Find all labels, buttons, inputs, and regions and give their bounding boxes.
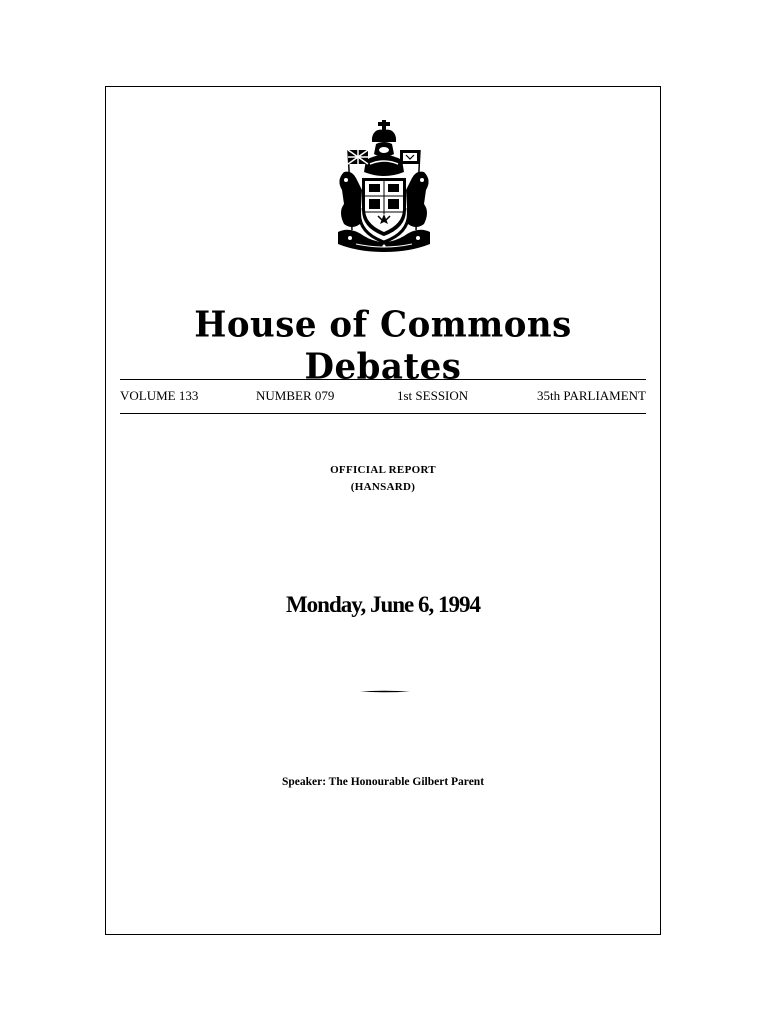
issue-info-row <box>120 386 646 406</box>
sitting-date: Monday, June 6, 1994 <box>285 592 481 617</box>
official-report-heading: OFFICIAL REPORT <box>330 464 436 476</box>
ornamental-divider <box>360 690 410 693</box>
volume-label: VOLUME 133 <box>120 388 199 403</box>
parliament-label: 35th PARLIAMENT <box>537 388 646 403</box>
session-label: 1st SESSION <box>397 388 469 403</box>
publication-title: House of Commons Debates <box>194 304 572 388</box>
header-rule-bottom <box>120 413 646 414</box>
speaker-line: Speaker: The Honourable Gilbert Parent <box>281 776 485 788</box>
hansard-heading: (HANSARD) <box>350 481 416 493</box>
header-rule-top <box>120 379 646 380</box>
number-label: NUMBER 079 <box>256 388 335 403</box>
coat-of-arms-icon <box>330 120 438 260</box>
